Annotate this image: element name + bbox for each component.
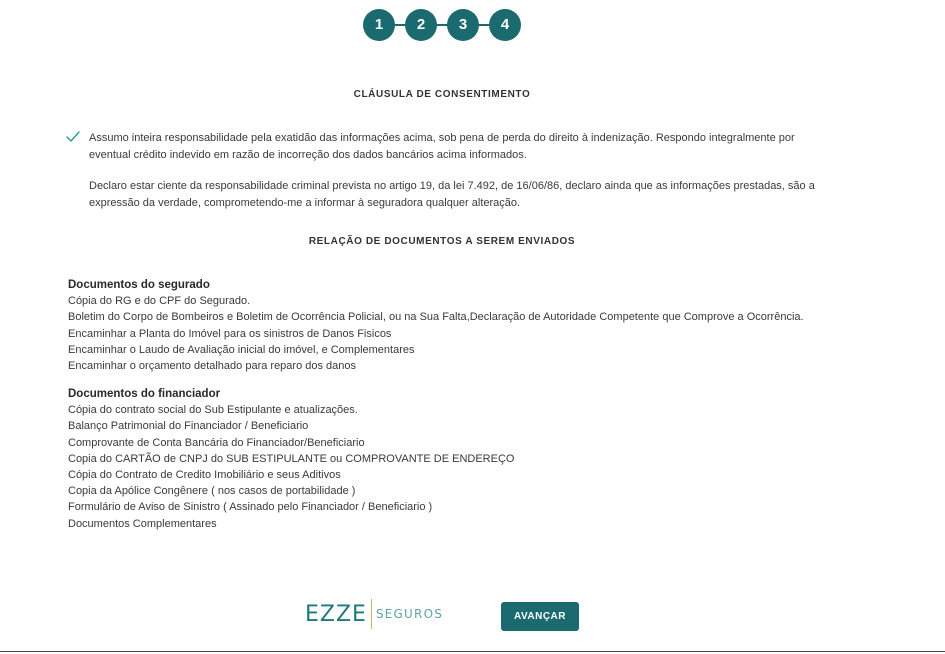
list-item: Boletim do Corpo de Bombeiros e Boletim de Ocorrência Policial, ou na Sua Falta,Declaração de Autoridade Competente que Comprove a Ocorrência. (68, 311, 804, 324)
advance-button[interactable]: AVANÇAR (501, 602, 579, 631)
step-3[interactable]: 3 (447, 9, 479, 41)
logo-divider (371, 599, 372, 629)
list-item: Documentos Complementares (68, 517, 217, 530)
list-item: Cópia do Contrato de Credito Imobiliário e seus Aditivos (68, 469, 341, 482)
insured-documents-list (68, 277, 828, 374)
step-4[interactable]: 4 (489, 9, 521, 41)
stepper-line (379, 24, 505, 26)
list-item: Comprovante de Conta Bancária do Financiador/Beneficiario (68, 436, 365, 449)
bottom-divider (0, 651, 945, 652)
list-item: Balanço Patrimonial do Financiador / Beneficiario (68, 420, 309, 433)
list-item: Cópia do contrato social do Sub Estipulante e atualizações. (68, 404, 358, 417)
consent-paragraph-declaration: Declaro estar ciente da responsabilidade criminal prevista no artigo 19, da lei 7.492, de 16/06/86, declaro ainda que as informações prestadas, são a expressão da verdade, comprometendo-me a informar à seguradora qualquer alteração. (89, 180, 815, 209)
logo-sub-text: SEGUROS (375, 607, 444, 621)
documents-title: RELAÇÃO DE DOCUMENTOS A SEREM ENVIADOS (308, 236, 576, 247)
list-item: Cópia do RG e do CPF do Segurado. (68, 295, 251, 308)
logo-main-text: EZZE (305, 601, 367, 627)
check-icon[interactable] (66, 131, 80, 143)
list-item: Encaminhar o orçamento detalhado para reparo dos danos (68, 360, 357, 373)
consent-title: CLÁUSULA DE CONSENTIMENTO (353, 89, 531, 100)
insured-documents-heading: Documentos do segurado (68, 279, 210, 291)
list-item: Copia da Apólice Congênere ( nos casos de portabilidade ) (68, 485, 356, 498)
step-1[interactable]: 1 (363, 9, 395, 41)
financier-documents-list (68, 386, 828, 532)
consent-paragraph-responsibility: Assumo inteira responsabilidade pela exatidão das informações acima, sob pena de perda do direito à indenização. Respondo integralmente por eventual crédito indevido em razão de incorreção dos dados bancários acima informados. (89, 132, 795, 161)
list-item: Encaminhar a Planta do Imóvel para os sinistros de Danos Fisicos (68, 327, 392, 340)
list-item: Encaminhar o Laudo de Avaliação inicial do imóvel, e Complementares (68, 343, 415, 356)
step-2[interactable]: 2 (405, 9, 437, 41)
ezze-seguros-logo (305, 598, 443, 630)
list-item: Formulário de Aviso de Sinistro ( Assinado pelo Financiador / Beneficiario ) (68, 501, 433, 514)
list-item: Copia do CARTÃO de CNPJ do SUB ESTIPULANTE ou COMPROVANTE DE ENDEREÇO (68, 452, 515, 465)
financier-documents-heading: Documentos do financiador (68, 388, 221, 400)
progress-stepper (363, 8, 521, 42)
